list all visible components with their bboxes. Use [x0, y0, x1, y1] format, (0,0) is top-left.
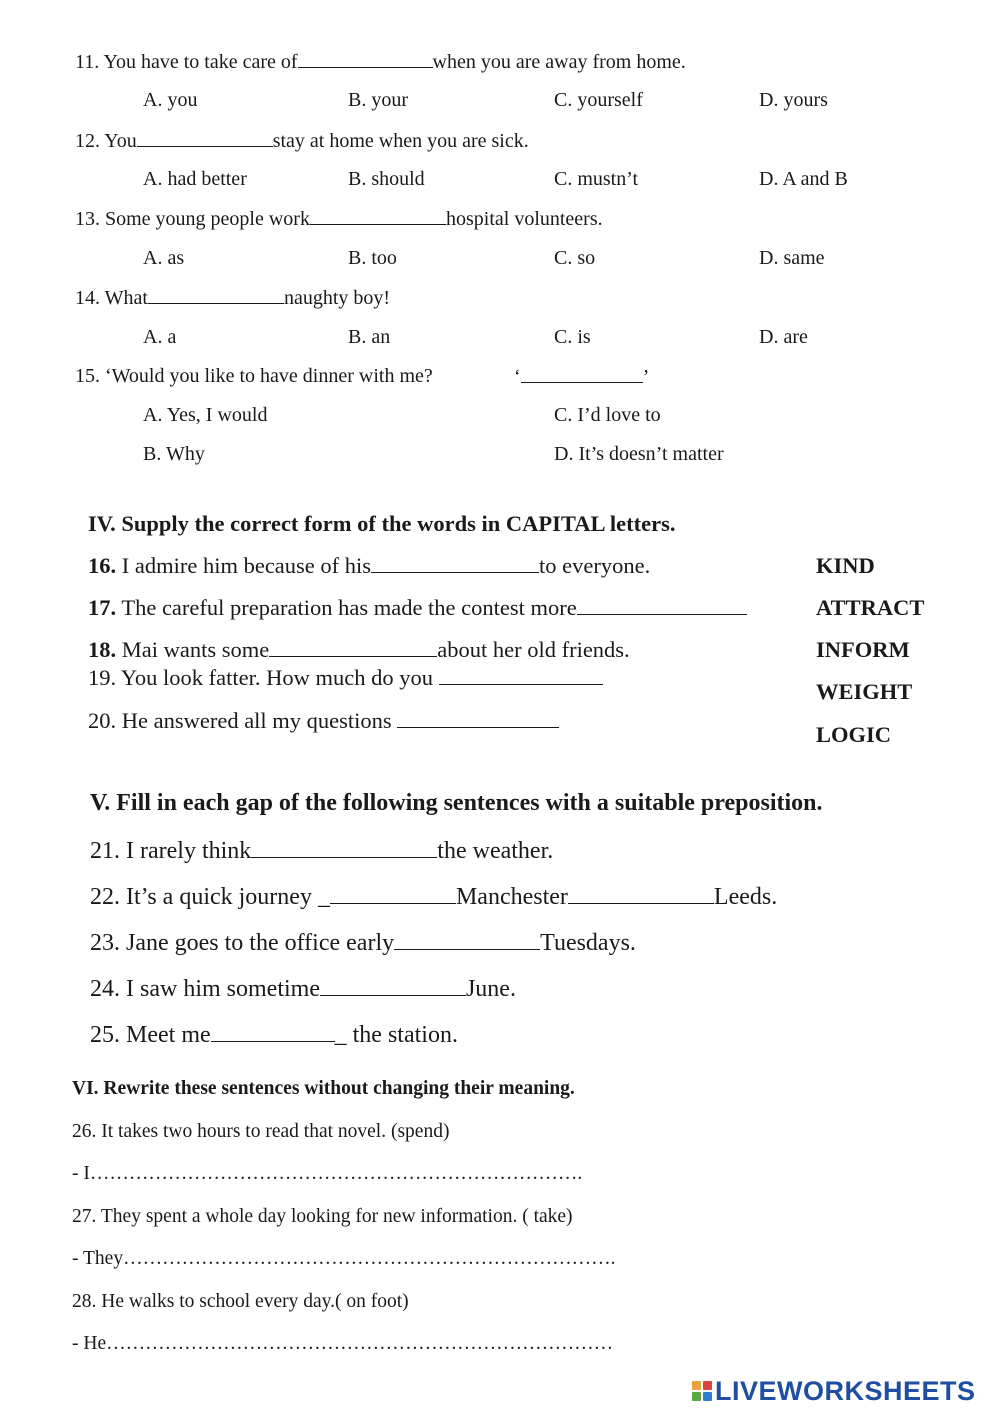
- question-12: [75, 129, 529, 153]
- option[interactable]: B. Why: [143, 443, 205, 465]
- question-text: 13. Some young people work: [75, 208, 310, 230]
- question-25: [90, 1021, 458, 1049]
- question-24: [90, 975, 516, 1003]
- option[interactable]: B. your: [348, 89, 408, 111]
- question-text: 21. I rarely think: [90, 838, 252, 864]
- answer-blank[interactable]: [269, 637, 437, 657]
- answer-blank[interactable]: [148, 286, 284, 304]
- question-number: 19.: [88, 665, 117, 690]
- rewrite-answer-26[interactable]: - I………………………………………………………………….: [72, 1163, 583, 1184]
- section-6-heading: VI. Rewrite these sentences without changing their meaning.: [72, 1078, 575, 1099]
- keyword: INFORM: [816, 637, 910, 662]
- question-20: [88, 708, 559, 734]
- question-text: 15. ‘Would you like to have dinner with me?: [75, 365, 433, 387]
- keyword: KIND: [816, 553, 875, 578]
- section-4-heading: IV. Supply the correct form of the words in CAPITAL letters.: [88, 511, 676, 536]
- logo-mark-icon: [692, 1381, 712, 1401]
- logo-square-2: [703, 1381, 712, 1390]
- question-text: June.: [465, 976, 516, 1002]
- question-text: 14. What: [75, 287, 148, 309]
- answer-blank[interactable]: [320, 975, 466, 996]
- option[interactable]: C. so: [554, 247, 596, 269]
- question-text: I admire him because of his: [121, 553, 372, 578]
- rewrite-sentence-28: 28. He walks to school every day.( on foot): [72, 1291, 409, 1312]
- question-16: [88, 553, 650, 579]
- question-15: [75, 365, 433, 388]
- answer-blank[interactable]: [310, 207, 446, 225]
- question-text: hospital volunteers.: [445, 208, 603, 230]
- option[interactable]: D. same: [759, 247, 825, 269]
- question-text: to everyone.: [539, 553, 651, 578]
- option[interactable]: C. is: [554, 326, 591, 348]
- answer-blank[interactable]: [397, 708, 559, 728]
- question-text: 12. You: [75, 130, 137, 152]
- question-number: 16.: [88, 553, 117, 578]
- question-text: the weather.: [437, 838, 554, 864]
- question-text: Tuesdays.: [540, 930, 636, 956]
- option[interactable]: B. too: [348, 247, 397, 269]
- option[interactable]: D. are: [759, 326, 808, 348]
- keyword: WEIGHT: [816, 679, 913, 704]
- question-number: 17.: [88, 595, 117, 620]
- question-14: [75, 286, 390, 310]
- logo-square-3: [692, 1392, 701, 1401]
- question-text: Manchester: [455, 884, 568, 910]
- question-text: naughty boy!: [283, 287, 391, 309]
- option[interactable]: A. had better: [143, 168, 247, 190]
- logo-square-1: [692, 1381, 701, 1390]
- answer-blank[interactable]: [330, 883, 456, 904]
- question-21: [90, 837, 553, 865]
- option[interactable]: D. A and B: [759, 168, 848, 190]
- liveworksheets-logo[interactable]: [692, 1374, 976, 1408]
- option[interactable]: A. you: [143, 89, 198, 111]
- rewrite-answer-28[interactable]: - He……………………………………………………………………: [72, 1333, 614, 1354]
- logo-square-4: [703, 1392, 712, 1401]
- answer-blank[interactable]: [568, 883, 714, 904]
- answer-blank[interactable]: [137, 129, 273, 147]
- question-number: 18.: [88, 637, 117, 662]
- keyword: LOGIC: [816, 722, 892, 747]
- option[interactable]: D. yours: [759, 89, 828, 111]
- option[interactable]: A. as: [143, 247, 185, 269]
- option[interactable]: C. yourself: [554, 89, 643, 111]
- option[interactable]: B. an: [348, 326, 391, 348]
- question-text: The careful preparation has made the contest more: [121, 595, 577, 620]
- question-text: You look fatter. How much do you: [120, 665, 433, 690]
- question-text: He answered all my questions: [121, 708, 392, 733]
- rewrite-sentence-27: 27. They spent a whole day looking for new information. ( take): [72, 1206, 573, 1227]
- question-22: [90, 883, 777, 911]
- question-17: [88, 595, 747, 621]
- answer-blank[interactable]: [394, 929, 540, 950]
- answer-blank[interactable]: [577, 595, 747, 615]
- question-text: about her old friends.: [437, 637, 630, 662]
- option[interactable]: B. should: [348, 168, 425, 190]
- question-text: 25. Meet me: [90, 1022, 211, 1048]
- question-15-answer: [514, 365, 649, 389]
- answer-blank[interactable]: [439, 665, 603, 685]
- question-text: 23. Jane goes to the office early: [90, 930, 395, 956]
- option[interactable]: A. Yes, I would: [143, 404, 268, 426]
- answer-blank[interactable]: [521, 365, 643, 383]
- quote-mark: ‘: [514, 366, 521, 388]
- question-11: [75, 50, 686, 74]
- question-text: when you are away from home.: [432, 51, 686, 73]
- rewrite-answer-27[interactable]: - They………………………………………………………………….: [72, 1248, 616, 1269]
- section-5-heading: V. Fill in each gap of the following sentences with a suitable preposition.: [90, 790, 823, 816]
- answer-blank[interactable]: [211, 1021, 335, 1042]
- option[interactable]: D. It’s doesn’t matter: [554, 443, 724, 465]
- question-18: [88, 637, 630, 663]
- option[interactable]: A. a: [143, 326, 177, 348]
- question-text: 24. I saw him sometime: [90, 976, 320, 1002]
- question-text: Mai wants some: [121, 637, 270, 662]
- question-text: 11. You have to take care of: [75, 51, 298, 73]
- answer-blank[interactable]: [298, 50, 433, 68]
- question-text: _: [334, 1022, 347, 1048]
- question-text: stay at home when you are sick.: [272, 130, 529, 152]
- question-19: [88, 665, 603, 691]
- question-23: [90, 929, 636, 957]
- option[interactable]: C. mustn’t: [554, 168, 639, 190]
- answer-blank[interactable]: [371, 553, 539, 573]
- answer-blank[interactable]: [251, 837, 437, 858]
- question-text: 22. It’s a quick journey _: [90, 884, 330, 910]
- rewrite-sentence-26: 26. It takes two hours to read that novel. (spend): [72, 1121, 450, 1142]
- question-text: the station.: [346, 1022, 458, 1048]
- question-number: 20.: [88, 708, 117, 733]
- keyword: ATTRACT: [816, 595, 925, 620]
- option[interactable]: C. I’d love to: [554, 404, 661, 426]
- question-text: Leeds.: [713, 884, 778, 910]
- logo-text: LIVEWORKSHEETS: [715, 1375, 976, 1406]
- question-13: [75, 207, 603, 231]
- quote-mark: ’: [642, 366, 650, 388]
